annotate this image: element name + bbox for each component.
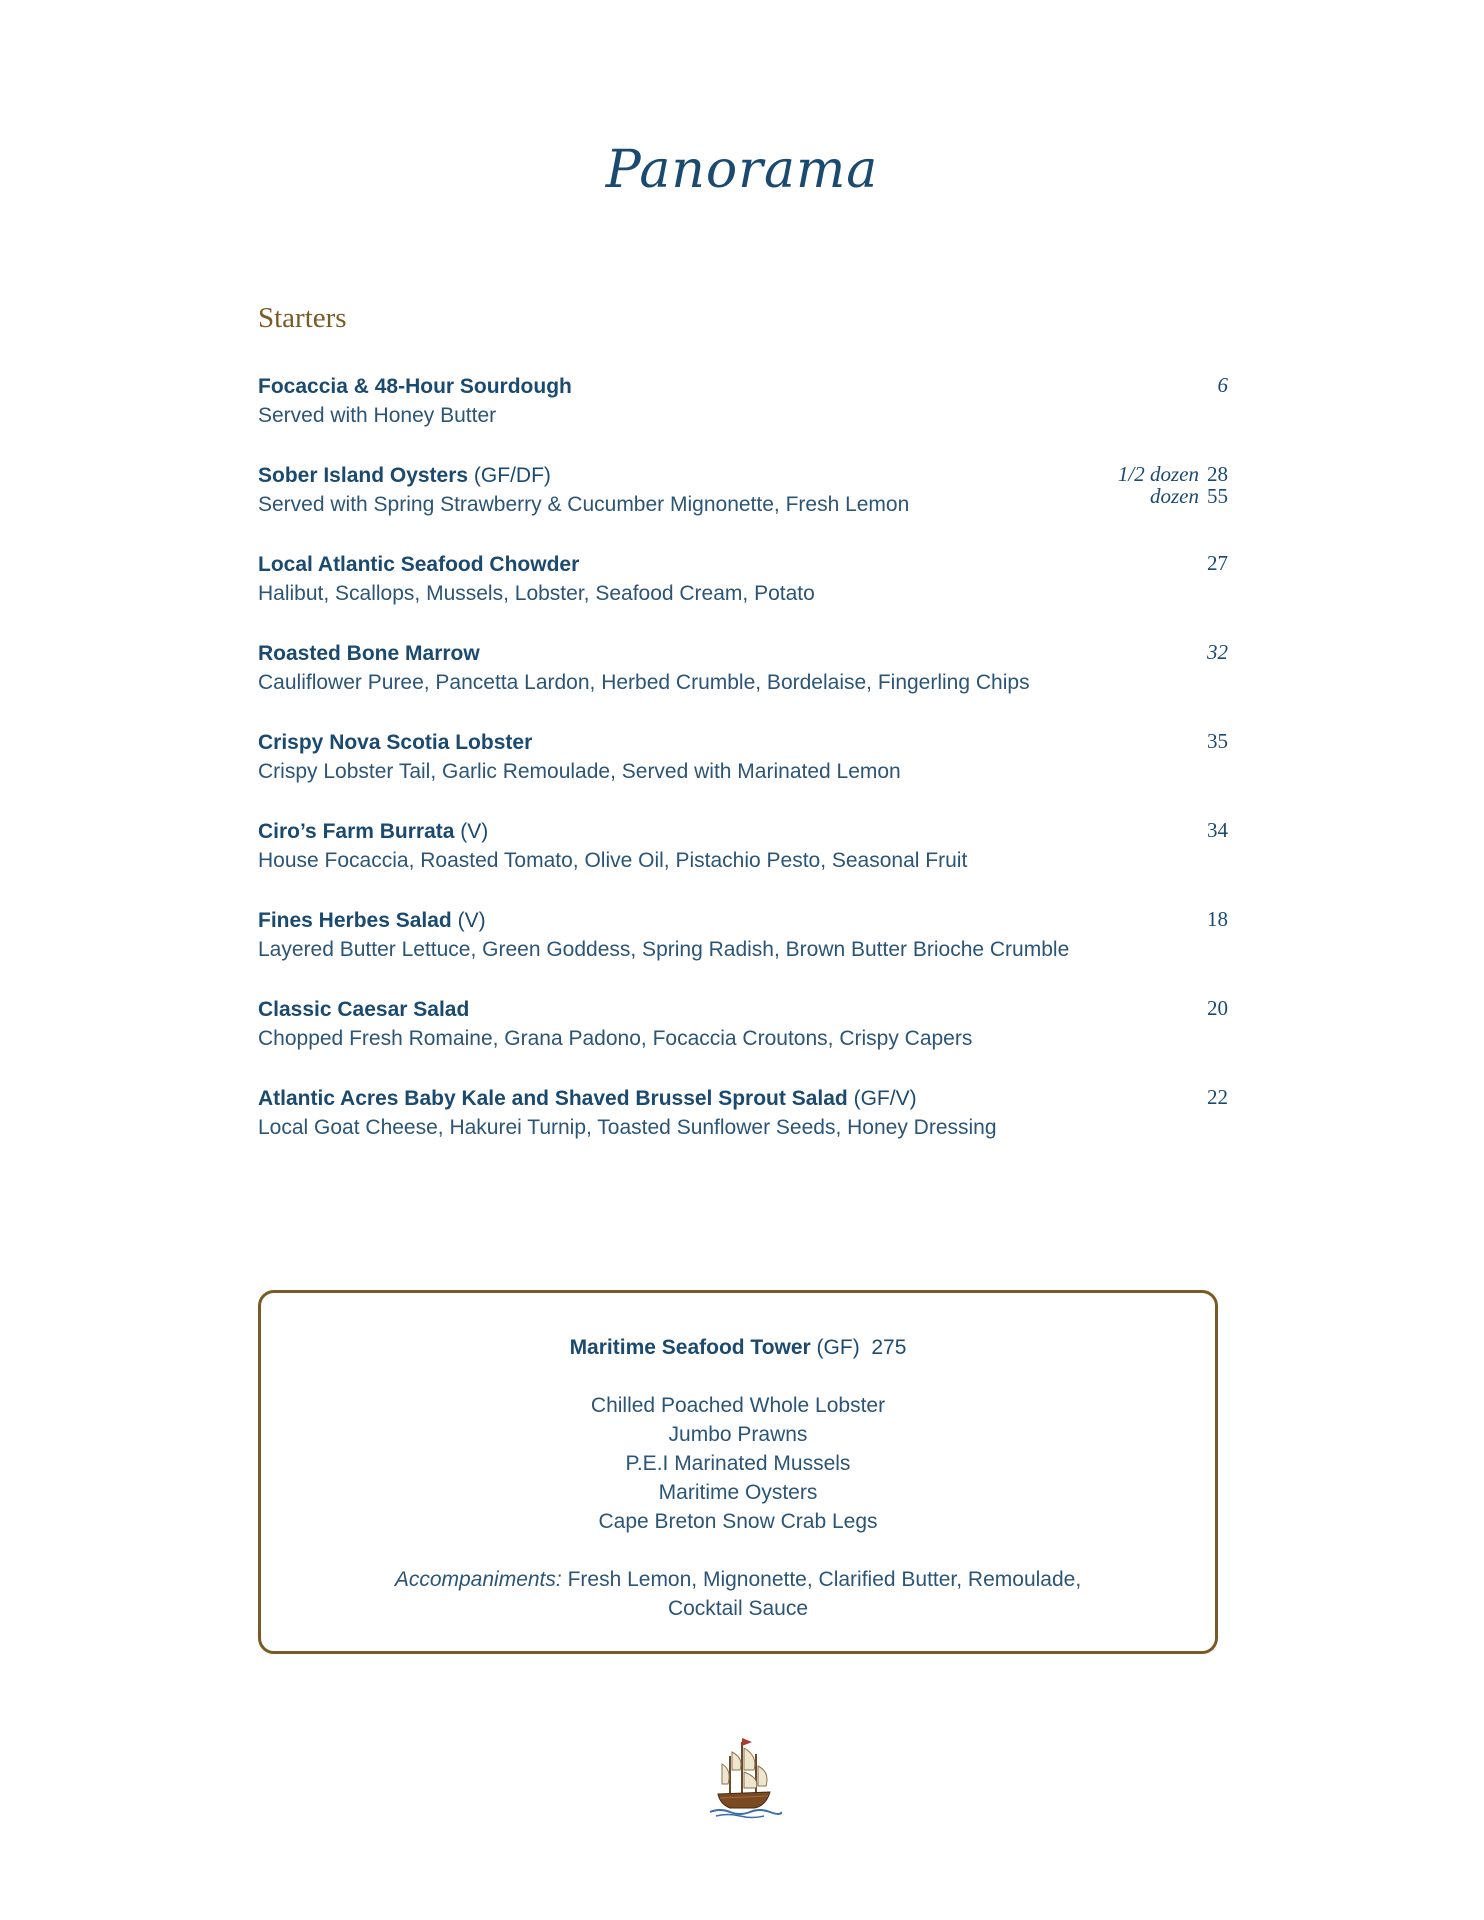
tower-component: P.E.I Marinated Mussels bbox=[625, 1452, 851, 1475]
item-tag: (GF/V) bbox=[847, 1087, 917, 1110]
item-description: Chopped Fresh Romaine, Grana Padono, Focaccia Croutons, Crispy Capers bbox=[258, 1027, 973, 1050]
tower-tag: (GF) bbox=[810, 1336, 860, 1359]
item-name: Sober Island Oysters bbox=[258, 464, 469, 487]
menu-item bbox=[258, 906, 1228, 964]
item-price: 35 bbox=[1207, 729, 1228, 753]
tower-component: Jumbo Prawns bbox=[668, 1423, 808, 1446]
item-price: 22 bbox=[1207, 1085, 1228, 1109]
item-description: Served with Honey Butter bbox=[258, 404, 497, 427]
item-tag: (V) bbox=[451, 909, 486, 932]
tower-name: Maritime Seafood Tower bbox=[569, 1336, 811, 1359]
item-description: House Focaccia, Roasted Tomato, Olive Oil, Pistachio Pesto, Seasonal Fruit bbox=[258, 849, 968, 872]
price-value: 55 bbox=[1207, 484, 1228, 508]
item-description: Halibut, Scallops, Mussels, Lobster, Seafood Cream, Potato bbox=[258, 582, 815, 605]
tower-title bbox=[261, 1333, 1215, 1362]
menu-item bbox=[258, 639, 1228, 697]
tower-component: Chilled Poached Whole Lobster bbox=[590, 1394, 886, 1417]
item-name: Roasted Bone Marrow bbox=[258, 642, 480, 665]
item-price: 6 bbox=[1217, 373, 1228, 397]
item-name: Crispy Nova Scotia Lobster bbox=[258, 731, 533, 754]
item-price: 34 bbox=[1207, 818, 1228, 842]
menu-item bbox=[258, 461, 1228, 519]
sailing-ship-icon bbox=[706, 1736, 782, 1820]
price-unit: dozen bbox=[1150, 484, 1199, 508]
item-description: Served with Spring Strawberry & Cucumber Mignonette, Fresh Lemon bbox=[258, 493, 910, 516]
seafood-tower-box bbox=[258, 1290, 1218, 1654]
price-value: 28 bbox=[1207, 462, 1228, 486]
accompaniments-label: Accompaniments: bbox=[394, 1568, 562, 1591]
item-price: 18 bbox=[1207, 907, 1228, 931]
item-description: Layered Butter Lettuce, Green Goddess, Spring Radish, Brown Butter Brioche Crumble bbox=[258, 938, 1070, 961]
item-name: Focaccia & 48-Hour Sourdough bbox=[258, 375, 572, 398]
item-name: Ciro’s Farm Burrata bbox=[258, 820, 455, 843]
tower-components bbox=[261, 1391, 1215, 1536]
item-description: Cauliflower Puree, Pancetta Lardon, Herbed Crumble, Bordelaise, Fingerling Chips bbox=[258, 671, 1030, 694]
item-price: 27 bbox=[1207, 551, 1228, 575]
menu-item bbox=[258, 372, 1228, 430]
tower-accompaniments bbox=[388, 1565, 1088, 1623]
menu-item bbox=[258, 550, 1228, 608]
item-name: Local Atlantic Seafood Chowder bbox=[258, 553, 580, 576]
item-price bbox=[1118, 463, 1228, 507]
item-price: 32 bbox=[1207, 640, 1228, 664]
item-price: 20 bbox=[1207, 996, 1228, 1020]
accompaniments-text: Fresh Lemon, Mignonette, Clarified Butter, Remoulade, Cocktail Sauce bbox=[561, 1568, 1082, 1620]
tower-component: Maritime Oysters bbox=[658, 1481, 818, 1504]
menu-item bbox=[258, 728, 1228, 786]
price-unit: 1/2 dozen bbox=[1117, 462, 1199, 486]
menu-item bbox=[258, 817, 1228, 875]
item-description: Crispy Lobster Tail, Garlic Remoulade, Served with Marinated Lemon bbox=[258, 760, 901, 783]
item-description: Local Goat Cheese, Hakurei Turnip, Toasted Sunflower Seeds, Honey Dressing bbox=[258, 1116, 997, 1139]
section-title: Starters bbox=[258, 302, 347, 334]
item-name: Atlantic Acres Baby Kale and Shaved Brussel Sprout Salad bbox=[258, 1087, 848, 1110]
menu-item bbox=[258, 1084, 1228, 1142]
tower-price: 275 bbox=[871, 1336, 907, 1359]
tower-component: Cape Breton Snow Crab Legs bbox=[598, 1510, 878, 1533]
menu-item bbox=[258, 995, 1228, 1053]
brand-logo: Panorama bbox=[605, 140, 879, 200]
item-name: Classic Caesar Salad bbox=[258, 998, 470, 1021]
item-name: Fines Herbes Salad bbox=[258, 909, 452, 932]
item-tag: (GF/DF) bbox=[468, 464, 551, 487]
item-tag: (V) bbox=[454, 820, 489, 843]
menu-list bbox=[258, 372, 1228, 1173]
